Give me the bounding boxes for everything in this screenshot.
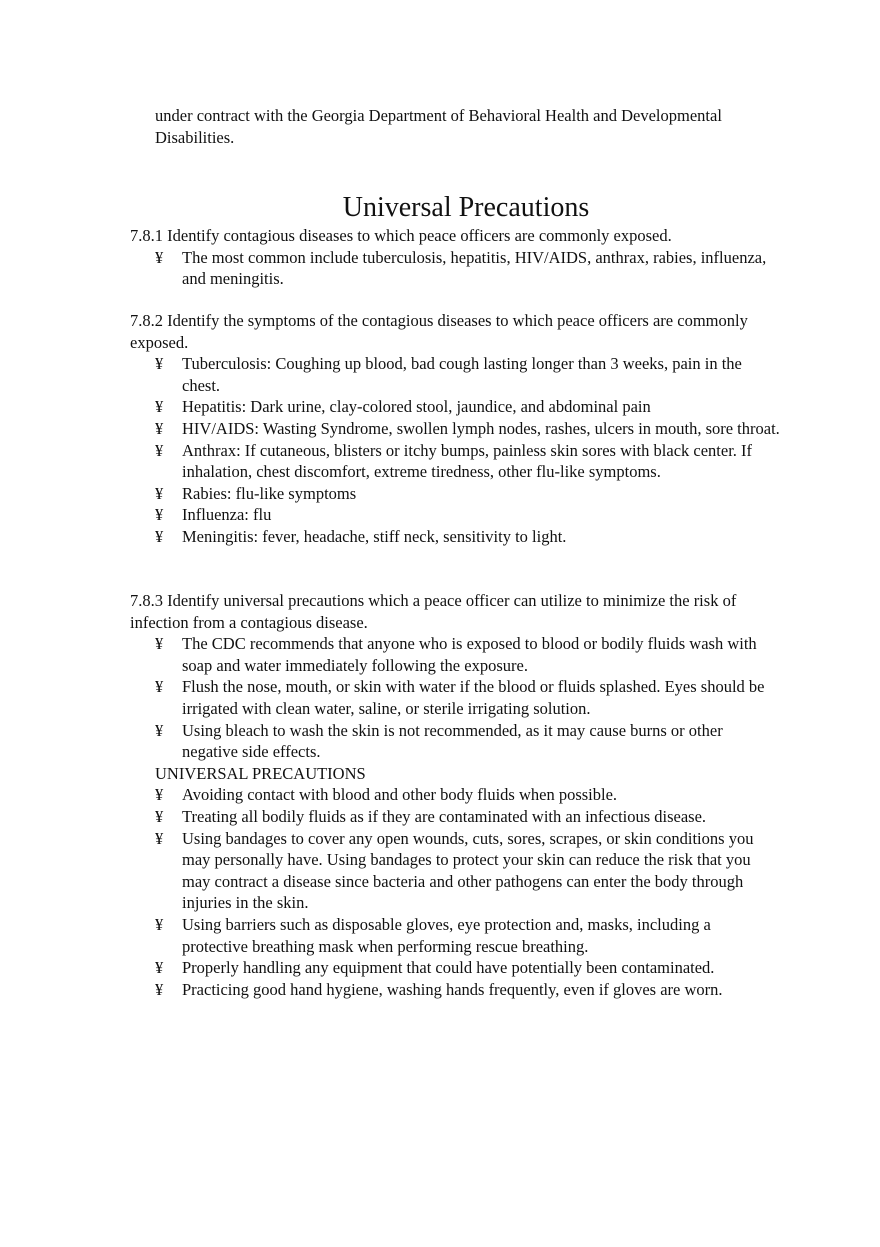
section-7-8-2	[130, 310, 780, 548]
list-item: ¥ Anthrax: If cutaneous, blisters or itchy bumps, painless skin sores with black center. If inhalation, chest discomfort, extreme tiredness, other flu-like symptoms.	[155, 440, 753, 482]
bullet-list	[130, 353, 780, 547]
list-item: ¥ Using barriers such as disposable gloves, eye protection and, masks, including a protective breathing mask when performing rescue breathing.	[155, 914, 711, 956]
bullet-icon: ¥	[155, 397, 164, 417]
list-item: ¥ HIV/AIDS: Wasting Syndrome, swollen lymph nodes, rashes, ulcers in mouth, sore throat.	[155, 418, 780, 438]
bullet-icon: ¥	[155, 720, 164, 740]
bullet-icon: ¥	[155, 483, 164, 503]
list-item: ¥ Using bleach to wash the skin is not recommended, as it may cause burns or other negative side effects.	[155, 720, 723, 762]
list-item: ¥ Practicing good hand hygiene, washing hands frequently, even if gloves are worn.	[155, 979, 723, 999]
page-title: Universal Precautions	[342, 192, 590, 223]
list-item: ¥ Meningitis: fever, headache, stiff neck, sensitivity to light.	[155, 526, 567, 546]
bullet-list	[130, 247, 780, 290]
list-item: ¥ Rabies: flu-like symptoms	[155, 483, 357, 503]
list-item: ¥ Tuberculosis: Coughing up blood, bad cough lasting longer than 3 weeks, pain in the chest.	[155, 354, 742, 395]
bullet-icon: ¥	[155, 914, 164, 934]
bullet-icon: ¥	[155, 979, 164, 999]
precautions-list	[130, 784, 780, 1000]
bullet-icon: ¥	[155, 634, 164, 654]
list-item: ¥ Influenza: flu	[155, 505, 272, 525]
list-item: ¥ Using bandages to cover any open wounds, cuts, sores, scrapes, or skin conditions you may personally have. Using bandages to protect your skin can reduce the risk that you may contract a disease since bacteria and other pathogens can enter the body through injuries in the skin.	[155, 828, 754, 913]
list-item: ¥ Treating all bodily fluids as if they are contaminated with an infectious disease.	[155, 806, 707, 826]
section-heading: 7.8.2 Identify the symptoms of the contagious diseases to which peace officers are commonly exposed.	[130, 311, 748, 352]
list-item: ¥ The most common include tuberculosis, hepatitis, HIV/AIDS, anthrax, rabies, influenza, and meningitis.	[155, 247, 767, 289]
section-heading: 7.8.3 Identify universal precautions which a peace officer can utilize to minimize the risk of infection from a contagious disease.	[130, 591, 737, 632]
bullet-icon: ¥	[155, 505, 164, 525]
list-item: ¥ Hepatitis: Dark urine, clay-colored stool, jaundice, and abdominal pain	[155, 397, 651, 417]
bullet-icon: ¥	[155, 354, 164, 374]
bullet-icon: ¥	[155, 806, 164, 826]
bullet-icon: ¥	[155, 958, 164, 978]
bullet-icon: ¥	[155, 440, 164, 460]
section-heading: 7.8.1 Identify contagious diseases to which peace officers are commonly exposed.	[130, 226, 672, 245]
bullet-icon: ¥	[155, 526, 164, 546]
section-7-8-1	[130, 225, 780, 290]
list-item: ¥ Properly handling any equipment that could have potentially been contaminated.	[155, 958, 715, 978]
intro-paragraph: under contract with the Georgia Department of Behavioral Health and Developmental Disabilities.	[155, 106, 722, 147]
bullet-list	[130, 633, 780, 763]
section-7-8-3	[130, 590, 780, 1000]
list-item: ¥ Flush the nose, mouth, or skin with water if the blood or fluids splashed. Eyes should be irrigated with clean water, saline, or sterile irrigating solution.	[155, 677, 765, 718]
list-item: ¥ The CDC recommends that anyone who is exposed to blood or bodily fluids wash with soap and water immediately following the exposure.	[155, 634, 757, 675]
bullet-icon: ¥	[155, 247, 164, 267]
bullet-icon: ¥	[155, 828, 164, 848]
universal-precautions-subheading: UNIVERSAL PRECAUTIONS	[155, 763, 366, 783]
bullet-icon: ¥	[155, 418, 164, 438]
list-item: ¥ Avoiding contact with blood and other body fluids when possible.	[155, 785, 618, 805]
bullet-icon: ¥	[155, 785, 164, 805]
bullet-icon: ¥	[155, 677, 164, 697]
